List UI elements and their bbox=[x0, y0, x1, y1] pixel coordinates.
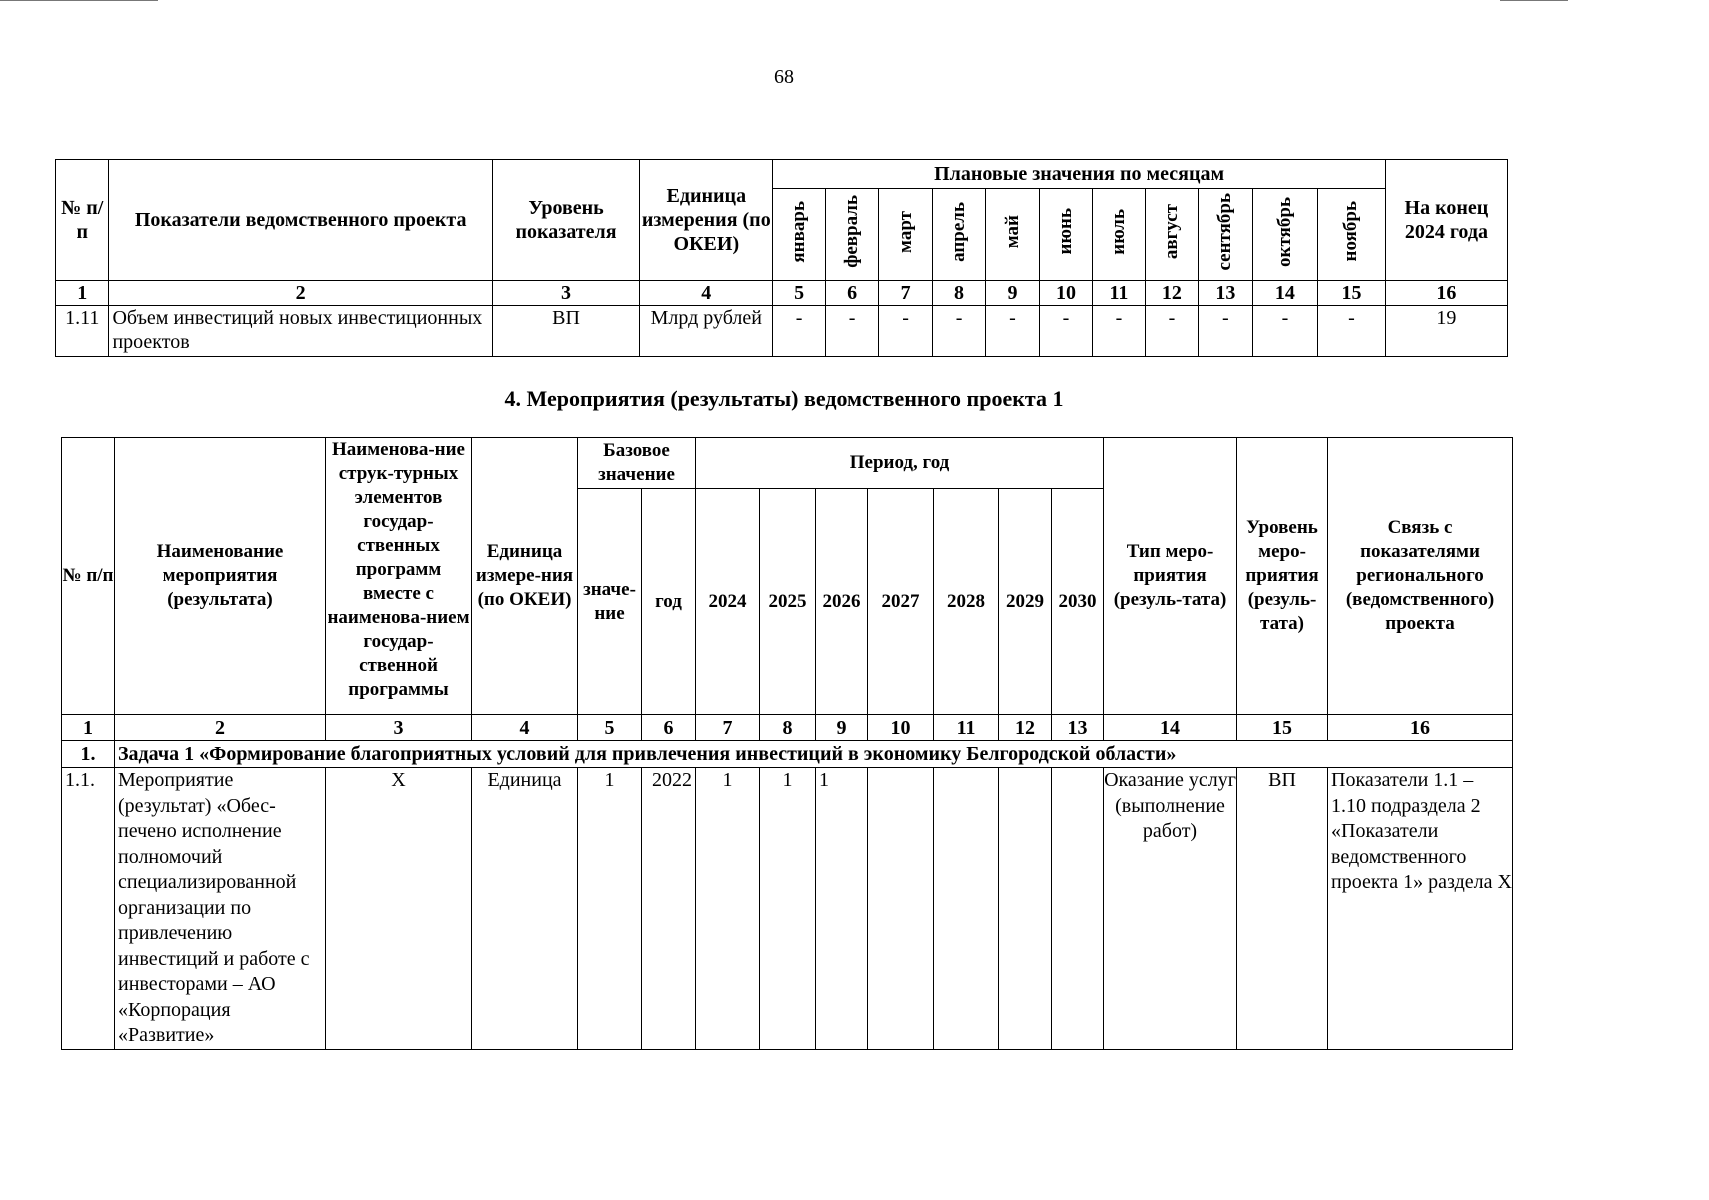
column-number: 5 bbox=[578, 715, 642, 741]
indicators-monthly-table bbox=[55, 159, 1508, 357]
header-link-indicators: Связь с показателями регионального (ведомственного) проекта bbox=[1328, 438, 1513, 715]
header-num: № п/п bbox=[62, 438, 115, 715]
row-month-value: - bbox=[932, 306, 985, 357]
header-year-2024: 2024 bbox=[696, 489, 760, 715]
header-month-feb: февраль bbox=[825, 189, 878, 281]
header-month-sep: сентябрь bbox=[1199, 189, 1252, 281]
header-level: Уровень показателя bbox=[492, 160, 639, 281]
task-title: Задача 1 «Формирование благоприятных условий для привлечения инвестиций в экономику Белгородской области» bbox=[115, 741, 1513, 768]
header-month-jul: июль bbox=[1093, 189, 1145, 281]
task-row bbox=[62, 741, 1513, 768]
header-year-2027: 2027 bbox=[868, 489, 934, 715]
activities-table bbox=[61, 437, 1513, 1050]
column-number: 1 bbox=[56, 281, 109, 306]
column-number: 9 bbox=[986, 281, 1039, 306]
row-activity-name: Мероприятие (результат) «Обес-печено исполнение полномочий специализированной организации по привлечению инвестиций и работе с инвесторами – АО «Корпорация «Развитие» bbox=[115, 768, 326, 1050]
row-year-value bbox=[934, 768, 999, 1050]
column-number: 14 bbox=[1104, 715, 1237, 741]
row-unit: Единица bbox=[472, 768, 578, 1050]
column-number: 11 bbox=[934, 715, 999, 741]
column-number: 11 bbox=[1093, 281, 1145, 306]
row-month-value: - bbox=[1199, 306, 1252, 357]
header-base-value-value: значе-ние bbox=[578, 489, 642, 715]
column-number: 13 bbox=[1199, 281, 1252, 306]
column-number: 12 bbox=[1145, 281, 1198, 306]
row-link-indicators: Показатели 1.1 – 1.10 подраздела 2 «Показатели ведомственного проекта 1» раздела Х bbox=[1328, 768, 1513, 1050]
row-year-value bbox=[999, 768, 1052, 1050]
column-number: 7 bbox=[696, 715, 760, 741]
column-number: 16 bbox=[1328, 715, 1513, 741]
header-num: № п/п bbox=[56, 160, 109, 281]
column-number: 7 bbox=[879, 281, 932, 306]
header-year-2025: 2025 bbox=[760, 489, 816, 715]
row-year-value: 1 bbox=[696, 768, 760, 1050]
row-activity-level: ВП bbox=[1237, 768, 1328, 1050]
header-year-2029: 2029 bbox=[999, 489, 1052, 715]
column-number: 15 bbox=[1237, 715, 1328, 741]
row-year-value bbox=[868, 768, 934, 1050]
column-number: 10 bbox=[868, 715, 934, 741]
header-period: Период, год bbox=[696, 438, 1104, 489]
row-month-value: - bbox=[1318, 306, 1386, 357]
column-number: 1 bbox=[62, 715, 115, 741]
header-activity-name: Наименование мероприятия (результата) bbox=[115, 438, 326, 715]
column-number: 2 bbox=[109, 281, 492, 306]
header-month-nov: ноябрь bbox=[1318, 189, 1386, 281]
row-month-value: - bbox=[1093, 306, 1145, 357]
column-number: 2 bbox=[115, 715, 326, 741]
column-number: 9 bbox=[816, 715, 868, 741]
header-year-2026: 2026 bbox=[816, 489, 868, 715]
column-number: 3 bbox=[326, 715, 472, 741]
page-number: 68 bbox=[774, 66, 794, 88]
header-month-apr: апрель bbox=[932, 189, 985, 281]
row-month-value: - bbox=[879, 306, 932, 357]
row-year-value: 1 bbox=[760, 768, 816, 1050]
row-base-year: 2022 bbox=[642, 768, 696, 1050]
row-month-value: - bbox=[825, 306, 878, 357]
header-month-mar: март bbox=[879, 189, 932, 281]
row-month-value: - bbox=[773, 306, 825, 357]
row-month-value: - bbox=[1039, 306, 1092, 357]
header-year-2028: 2028 bbox=[934, 489, 999, 715]
row-base-value: 1 bbox=[578, 768, 642, 1050]
column-number: 3 bbox=[492, 281, 639, 306]
scan-artifact-line bbox=[0, 0, 158, 1]
row-unit: Млрд рублей bbox=[640, 306, 773, 357]
header-unit: Единица измере-ния (по ОКЕИ) bbox=[472, 438, 578, 715]
scan-artifact-line bbox=[1500, 0, 1568, 1]
header-month-aug: август bbox=[1145, 189, 1198, 281]
column-number: 14 bbox=[1252, 281, 1318, 306]
row-activity-type: Оказание услуг (выполнение работ) bbox=[1104, 768, 1237, 1050]
header-unit: Единица измерения (по ОКЕИ) bbox=[640, 160, 773, 281]
column-number: 4 bbox=[640, 281, 773, 306]
row-year-value bbox=[1052, 768, 1104, 1050]
row-level: ВП bbox=[492, 306, 639, 357]
column-number-row bbox=[56, 281, 1508, 306]
column-number: 8 bbox=[760, 715, 816, 741]
header-activity-type: Тип меро-приятия (резуль-тата) bbox=[1104, 438, 1237, 715]
row-end-value: 19 bbox=[1385, 306, 1507, 357]
column-number: 4 bbox=[472, 715, 578, 741]
header-end-2024: На конец 2024 года bbox=[1385, 160, 1507, 281]
column-number: 6 bbox=[642, 715, 696, 741]
column-number: 10 bbox=[1039, 281, 1092, 306]
header-month-oct: октябрь bbox=[1252, 189, 1318, 281]
table-row bbox=[56, 306, 1508, 357]
column-number: 16 bbox=[1385, 281, 1507, 306]
column-number: 15 bbox=[1318, 281, 1386, 306]
header-planned-monthly: Плановые значения по месяцам bbox=[773, 160, 1385, 189]
header-month-jun: июнь bbox=[1039, 189, 1092, 281]
row-month-value: - bbox=[1252, 306, 1318, 357]
column-number: 6 bbox=[825, 281, 878, 306]
task-num: 1. bbox=[62, 741, 115, 768]
column-number: 12 bbox=[999, 715, 1052, 741]
section-title: 4. Мероприятия (результаты) ведомственного проекта 1 bbox=[504, 386, 1064, 411]
header-month-jan: январь bbox=[773, 189, 825, 281]
row-num: 1.1. bbox=[62, 768, 115, 1050]
row-year-value: 1 bbox=[816, 768, 868, 1050]
column-number: 8 bbox=[932, 281, 985, 306]
header-indicator: Показатели ведомственного проекта bbox=[109, 160, 492, 281]
header-structural-elements: Наименова-ние струк-турных элементов государ-ственных программ вместе с наименова-нием государ-ственной программы bbox=[326, 438, 472, 715]
column-number: 13 bbox=[1052, 715, 1104, 741]
row-month-value: - bbox=[1145, 306, 1198, 357]
column-number: 5 bbox=[773, 281, 825, 306]
table-row bbox=[62, 768, 1513, 1050]
row-month-value: - bbox=[986, 306, 1039, 357]
row-num: 1.11 bbox=[56, 306, 109, 357]
header-month-may: май bbox=[986, 189, 1039, 281]
row-structural: Х bbox=[326, 768, 472, 1050]
row-indicator-name: Объем инвестиций новых инвестиционных проектов bbox=[109, 306, 492, 357]
header-activity-level: Уровень меро-приятия (резуль-тата) bbox=[1237, 438, 1328, 715]
column-number-row bbox=[62, 715, 1513, 741]
header-base-value: Базовое значение bbox=[578, 438, 696, 489]
header-year-2030: 2030 bbox=[1052, 489, 1104, 715]
header-base-value-year: год bbox=[642, 489, 696, 715]
